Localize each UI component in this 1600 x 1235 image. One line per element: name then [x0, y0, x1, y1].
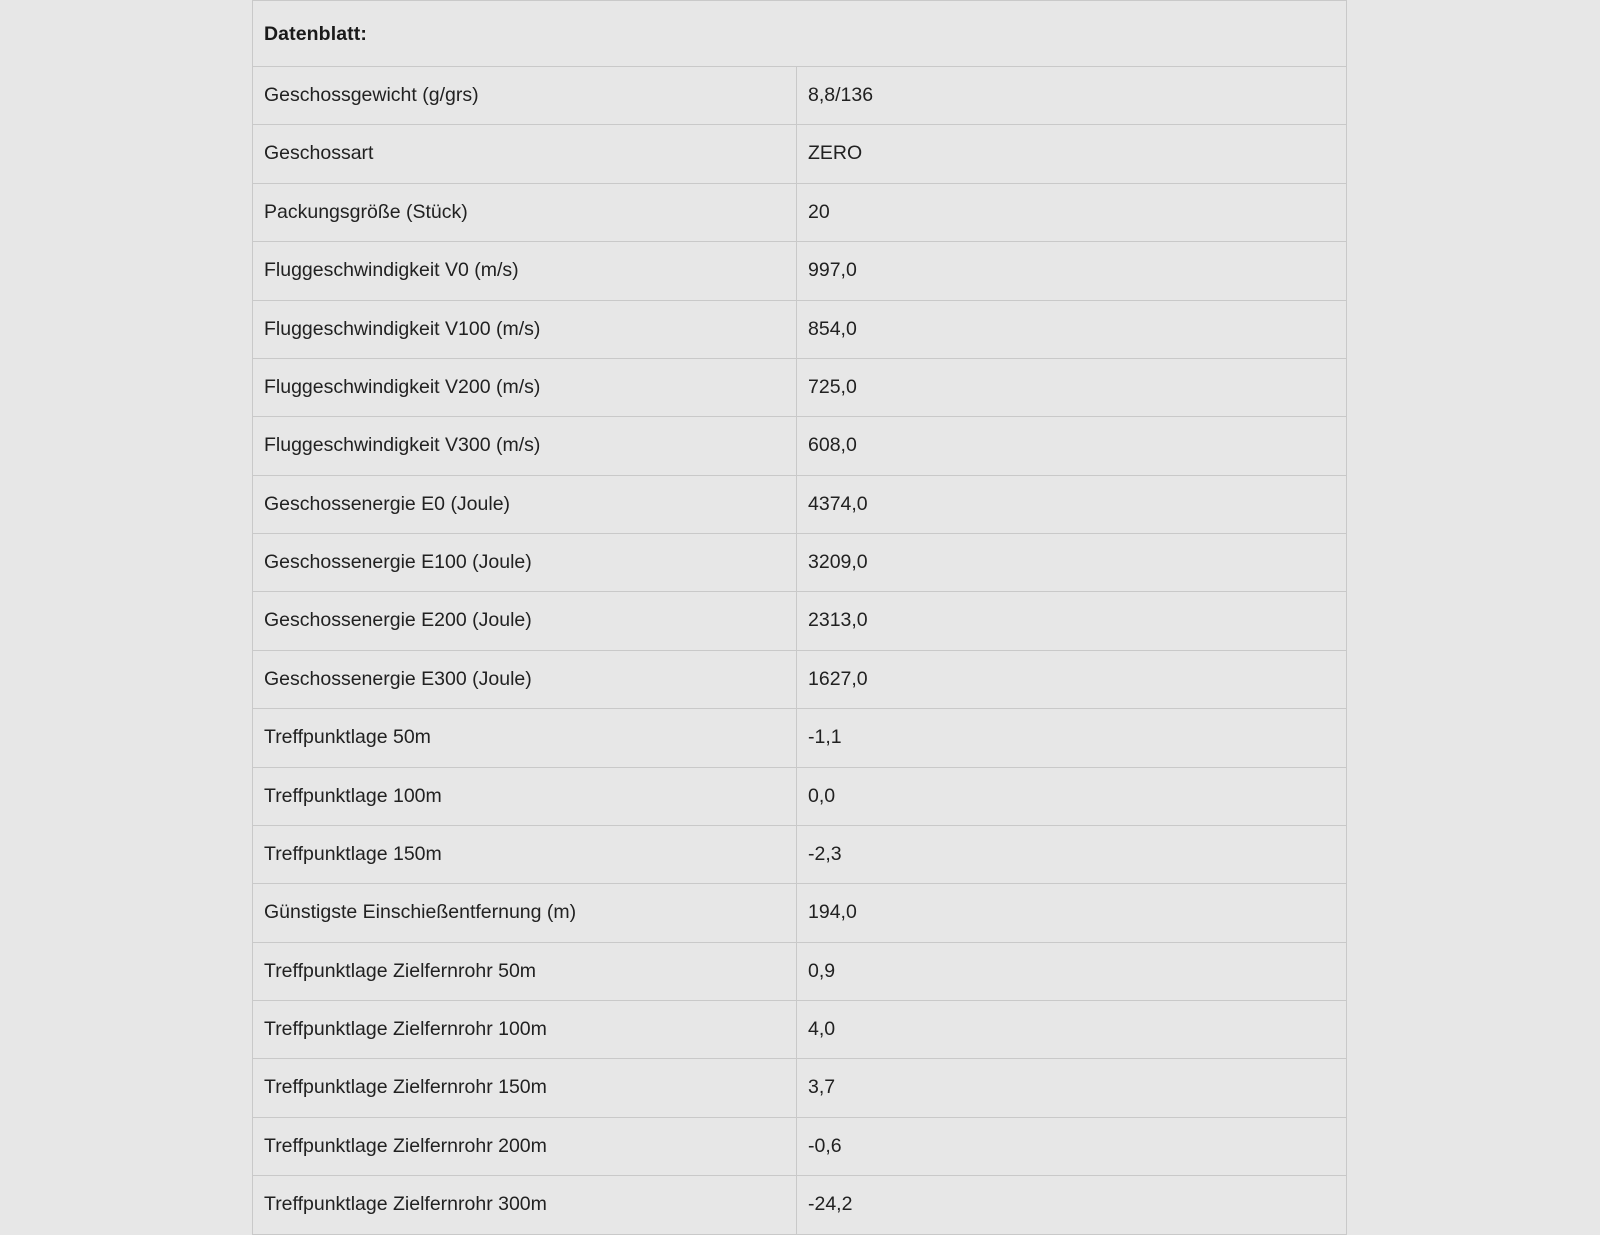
- table-row: [253, 300, 1347, 358]
- table-row: [253, 1176, 1347, 1234]
- row-value: -1,1: [797, 709, 1347, 767]
- row-value: 4,0: [797, 1001, 1347, 1059]
- row-label: Treffpunktlage 100m: [253, 767, 797, 825]
- row-value: 854,0: [797, 300, 1347, 358]
- row-value: -0,6: [797, 1117, 1347, 1175]
- table-row: [253, 767, 1347, 825]
- table-row: [253, 942, 1347, 1000]
- row-value: 3209,0: [797, 534, 1347, 592]
- table-row: [253, 1001, 1347, 1059]
- row-value: 608,0: [797, 417, 1347, 475]
- table-row: [253, 1117, 1347, 1175]
- row-label: Geschossenergie E300 (Joule): [253, 650, 797, 708]
- table-row: [253, 417, 1347, 475]
- datasheet-table: [252, 0, 1347, 1235]
- row-label: Fluggeschwindigkeit V0 (m/s): [253, 242, 797, 300]
- row-label: Günstigste Einschießentfernung (m): [253, 884, 797, 942]
- table-row: [253, 825, 1347, 883]
- row-label: Geschossart: [253, 125, 797, 183]
- row-value: 997,0: [797, 242, 1347, 300]
- row-label: Treffpunktlage 150m: [253, 825, 797, 883]
- row-value: 8,8/136: [797, 67, 1347, 125]
- row-label: Treffpunktlage 50m: [253, 709, 797, 767]
- row-value: 2313,0: [797, 592, 1347, 650]
- datasheet-title: Datenblatt:: [252, 0, 1347, 66]
- row-label: Treffpunktlage Zielfernrohr 300m: [253, 1176, 797, 1234]
- row-label: Geschossenergie E0 (Joule): [253, 475, 797, 533]
- table-row: [253, 592, 1347, 650]
- row-value: -24,2: [797, 1176, 1347, 1234]
- row-value: -2,3: [797, 825, 1347, 883]
- row-label: Geschossgewicht (g/grs): [253, 67, 797, 125]
- row-label: Treffpunktlage Zielfernrohr 200m: [253, 1117, 797, 1175]
- table-row: [253, 884, 1347, 942]
- table-row: [253, 534, 1347, 592]
- row-label: Fluggeschwindigkeit V300 (m/s): [253, 417, 797, 475]
- row-label: Fluggeschwindigkeit V200 (m/s): [253, 358, 797, 416]
- table-row: [253, 709, 1347, 767]
- row-label: Treffpunktlage Zielfernrohr 50m: [253, 942, 797, 1000]
- table-row: [253, 358, 1347, 416]
- row-label: Treffpunktlage Zielfernrohr 150m: [253, 1059, 797, 1117]
- table-row: [253, 475, 1347, 533]
- row-label: Geschossenergie E100 (Joule): [253, 534, 797, 592]
- datasheet-body: [253, 67, 1347, 1235]
- datasheet-panel: [252, 0, 1322, 1235]
- row-value: 20: [797, 183, 1347, 241]
- row-label: Fluggeschwindigkeit V100 (m/s): [253, 300, 797, 358]
- table-row: [253, 183, 1347, 241]
- table-row: [253, 242, 1347, 300]
- row-value: 3,7: [797, 1059, 1347, 1117]
- row-label: Treffpunktlage Zielfernrohr 100m: [253, 1001, 797, 1059]
- row-value: 0,9: [797, 942, 1347, 1000]
- table-row: [253, 1059, 1347, 1117]
- row-value: 0,0: [797, 767, 1347, 825]
- row-value: 194,0: [797, 884, 1347, 942]
- row-label: Geschossenergie E200 (Joule): [253, 592, 797, 650]
- row-label: Packungsgröße (Stück): [253, 183, 797, 241]
- table-row: [253, 650, 1347, 708]
- row-value: 725,0: [797, 358, 1347, 416]
- table-row: [253, 125, 1347, 183]
- row-value: 4374,0: [797, 475, 1347, 533]
- row-value: ZERO: [797, 125, 1347, 183]
- row-value: 1627,0: [797, 650, 1347, 708]
- table-row: [253, 67, 1347, 125]
